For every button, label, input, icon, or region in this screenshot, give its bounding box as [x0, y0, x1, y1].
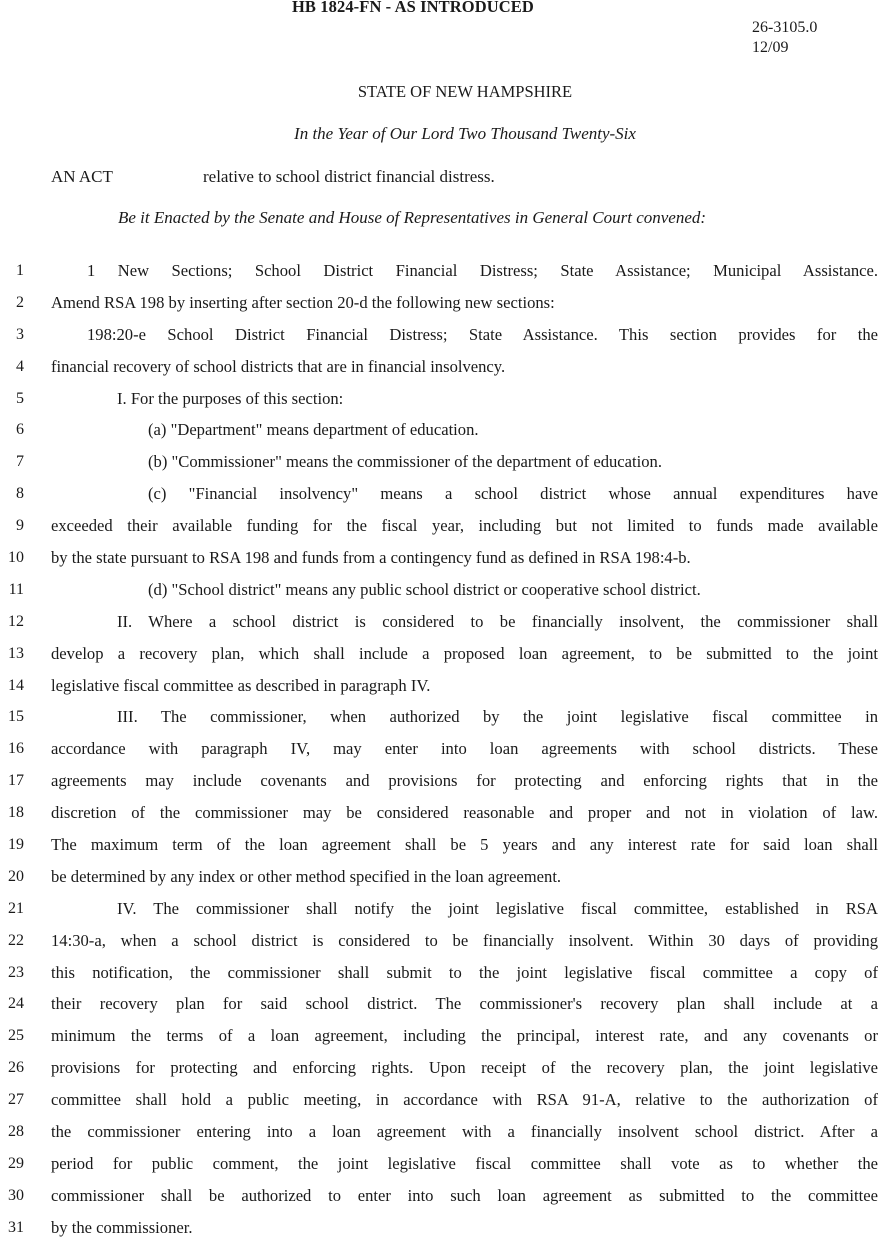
line-text: 1 New Sections; School District Financial Distress; State Assistance; Municipal Assistance. [87, 261, 878, 280]
bill-line [0, 580, 880, 612]
line-number: 27 [8, 1091, 24, 1109]
bill-line [0, 516, 880, 548]
bill-line [0, 452, 880, 484]
line-number: 17 [8, 772, 24, 790]
bill-line [0, 1186, 880, 1218]
line-text: (b) "Commissioner" means the commissioner of the department of education. [148, 452, 663, 472]
bill-id: HB 1824-FN - AS INTRODUCED [292, 0, 534, 16]
line-text: IV. The commissioner shall notify the joint legislative fiscal committee, established in RSA [117, 898, 878, 918]
bill-line [0, 931, 880, 963]
bill-line [0, 389, 880, 421]
line-text: committee shall hold a public meeting, in accordance with RSA 91-A, relative to the authorization of [51, 1090, 878, 1110]
line-text: Amend RSA 198 by inserting after section 20-d the following new sections: [51, 292, 555, 312]
line-number: 12 [8, 612, 24, 630]
bill-line [0, 899, 880, 931]
line-text: (d) "School district" means any public school district or cooperative school district. [148, 579, 701, 599]
line-text: minimum the terms of a loan agreement, including the principal, interest rate, and any covenants or [51, 1026, 878, 1046]
bill-line [0, 484, 880, 516]
bill-line [0, 357, 880, 389]
enacting-clause: Be it Enacted by the Senate and House of Representatives in General Court convened: [118, 208, 707, 227]
lsr-number: 26-3105.0 [752, 19, 818, 36]
line-number: 19 [8, 836, 24, 854]
line-number: 9 [16, 517, 24, 535]
line-number: 3 [16, 325, 24, 343]
line-number: 22 [8, 931, 24, 949]
lsr-info [752, 18, 817, 58]
line-text: (c) "Financial insolvency" means a school district whose annual expenditures have [148, 484, 878, 504]
line-text: 14:30-a, when a school district is considered to be financially insolvent. Within 30 days of providing [51, 930, 878, 950]
bill-line [0, 612, 880, 644]
line-number: 5 [16, 389, 24, 407]
line-text: III. The commissioner, when authorized by the joint legislative fiscal committee in [117, 707, 878, 727]
bill-body [0, 261, 880, 1250]
bill-line [0, 867, 880, 899]
act-title: relative to school district financial distress. [203, 167, 495, 186]
line-number: 11 [8, 580, 24, 598]
bill-line [0, 1122, 880, 1154]
line-text: be determined by any index or other method specified in the loan agreement. [51, 866, 562, 886]
line-number: 13 [8, 644, 24, 662]
line-text: provisions for protecting and enforcing rights. Upon receipt of the recovery plan, the joint legislative [51, 1058, 878, 1078]
line-number: 28 [8, 1123, 24, 1141]
line-text: develop a recovery plan, which shall include a proposed loan agreement, to be submitted to the joint [51, 643, 878, 663]
line-number: 26 [8, 1059, 24, 1077]
bill-line [0, 707, 880, 739]
line-text: by the state pursuant to RSA 198 and funds from a contingency fund as defined in RSA 198:4-b. [51, 548, 691, 568]
bill-line [0, 644, 880, 676]
line-number: 21 [8, 899, 24, 917]
line-number: 15 [8, 708, 24, 726]
line-text: accordance with paragraph IV, may enter into loan agreements with school districts. These [51, 739, 878, 759]
bill-line [0, 1026, 880, 1058]
line-text: (a) "Department" means department of education. [148, 420, 479, 440]
line-text: period for public comment, the joint legislative fiscal committee shall vote as to whether the [51, 1153, 878, 1173]
line-text: The maximum term of the loan agreement shall be 5 years and any interest rate for said loan shall [51, 835, 878, 855]
bill-line [0, 261, 880, 293]
line-text: exceeded their available funding for the fiscal year, including but not limited to funds made available [51, 516, 878, 536]
line-number: 31 [8, 1218, 24, 1236]
line-text: discretion of the commissioner may be considered reasonable and proper and not in violation of law. [51, 803, 878, 823]
line-number: 6 [16, 421, 24, 439]
line-number: 23 [8, 963, 24, 981]
bill-line [0, 676, 880, 708]
bill-line [0, 739, 880, 771]
bill-line [0, 835, 880, 867]
bill-line [0, 1058, 880, 1090]
year-line: In the Year of Our Lord Two Thousand Twenty-Six [294, 124, 636, 143]
line-number: 10 [8, 549, 24, 567]
line-text: financial recovery of school districts that are in financial insolvency. [51, 356, 506, 376]
line-number: 20 [8, 867, 24, 885]
lsr-date: 12/09 [752, 39, 789, 56]
line-number: 1 [16, 262, 24, 279]
bill-line [0, 420, 880, 452]
line-text: commissioner shall be authorized to enter into such loan agreement as submitted to the committee [51, 1185, 878, 1205]
bill-line [0, 1090, 880, 1122]
line-number: 16 [8, 740, 24, 758]
line-number: 18 [8, 804, 24, 822]
bill-line [0, 803, 880, 835]
act-label: AN ACT [51, 167, 113, 186]
line-number: 24 [8, 995, 24, 1013]
line-text: agreements may include covenants and provisions for protecting and enforcing rights that in the [51, 771, 878, 791]
line-text: this notification, the commissioner shall submit to the joint legislative fiscal committee a copy of [51, 962, 878, 982]
line-text: II. Where a school district is considered to be financially insolvent, the commissioner shall [117, 611, 878, 631]
bill-line [0, 963, 880, 995]
bill-line [0, 1154, 880, 1186]
state-heading: STATE OF NEW HAMPSHIRE [357, 82, 573, 101]
bill-line [0, 325, 880, 357]
line-text: I. For the purposes of this section: [117, 388, 344, 408]
line-text: legislative fiscal committee as described in paragraph IV. [51, 675, 431, 695]
line-text: the commissioner entering into a loan agreement with a financially insolvent school district. After a [51, 1122, 878, 1142]
bill-line [0, 1218, 880, 1250]
bill-line [0, 548, 880, 580]
line-number: 25 [8, 1027, 24, 1045]
bill-line [0, 293, 880, 325]
line-text: 198:20-e School District Financial Distress; State Assistance. This section provides for the [87, 324, 878, 344]
line-number: 30 [8, 1186, 24, 1204]
bill-line [0, 771, 880, 803]
line-text: by the commissioner. [51, 1217, 193, 1237]
line-number: 4 [16, 357, 24, 375]
line-number: 29 [8, 1154, 24, 1172]
line-number: 14 [8, 676, 24, 694]
bill-line [0, 994, 880, 1026]
line-number: 2 [16, 293, 24, 311]
line-number: 8 [16, 485, 24, 503]
line-number: 7 [16, 453, 24, 471]
line-text: their recovery plan for said school district. The commissioner's recovery plan shall include at a [51, 994, 878, 1014]
